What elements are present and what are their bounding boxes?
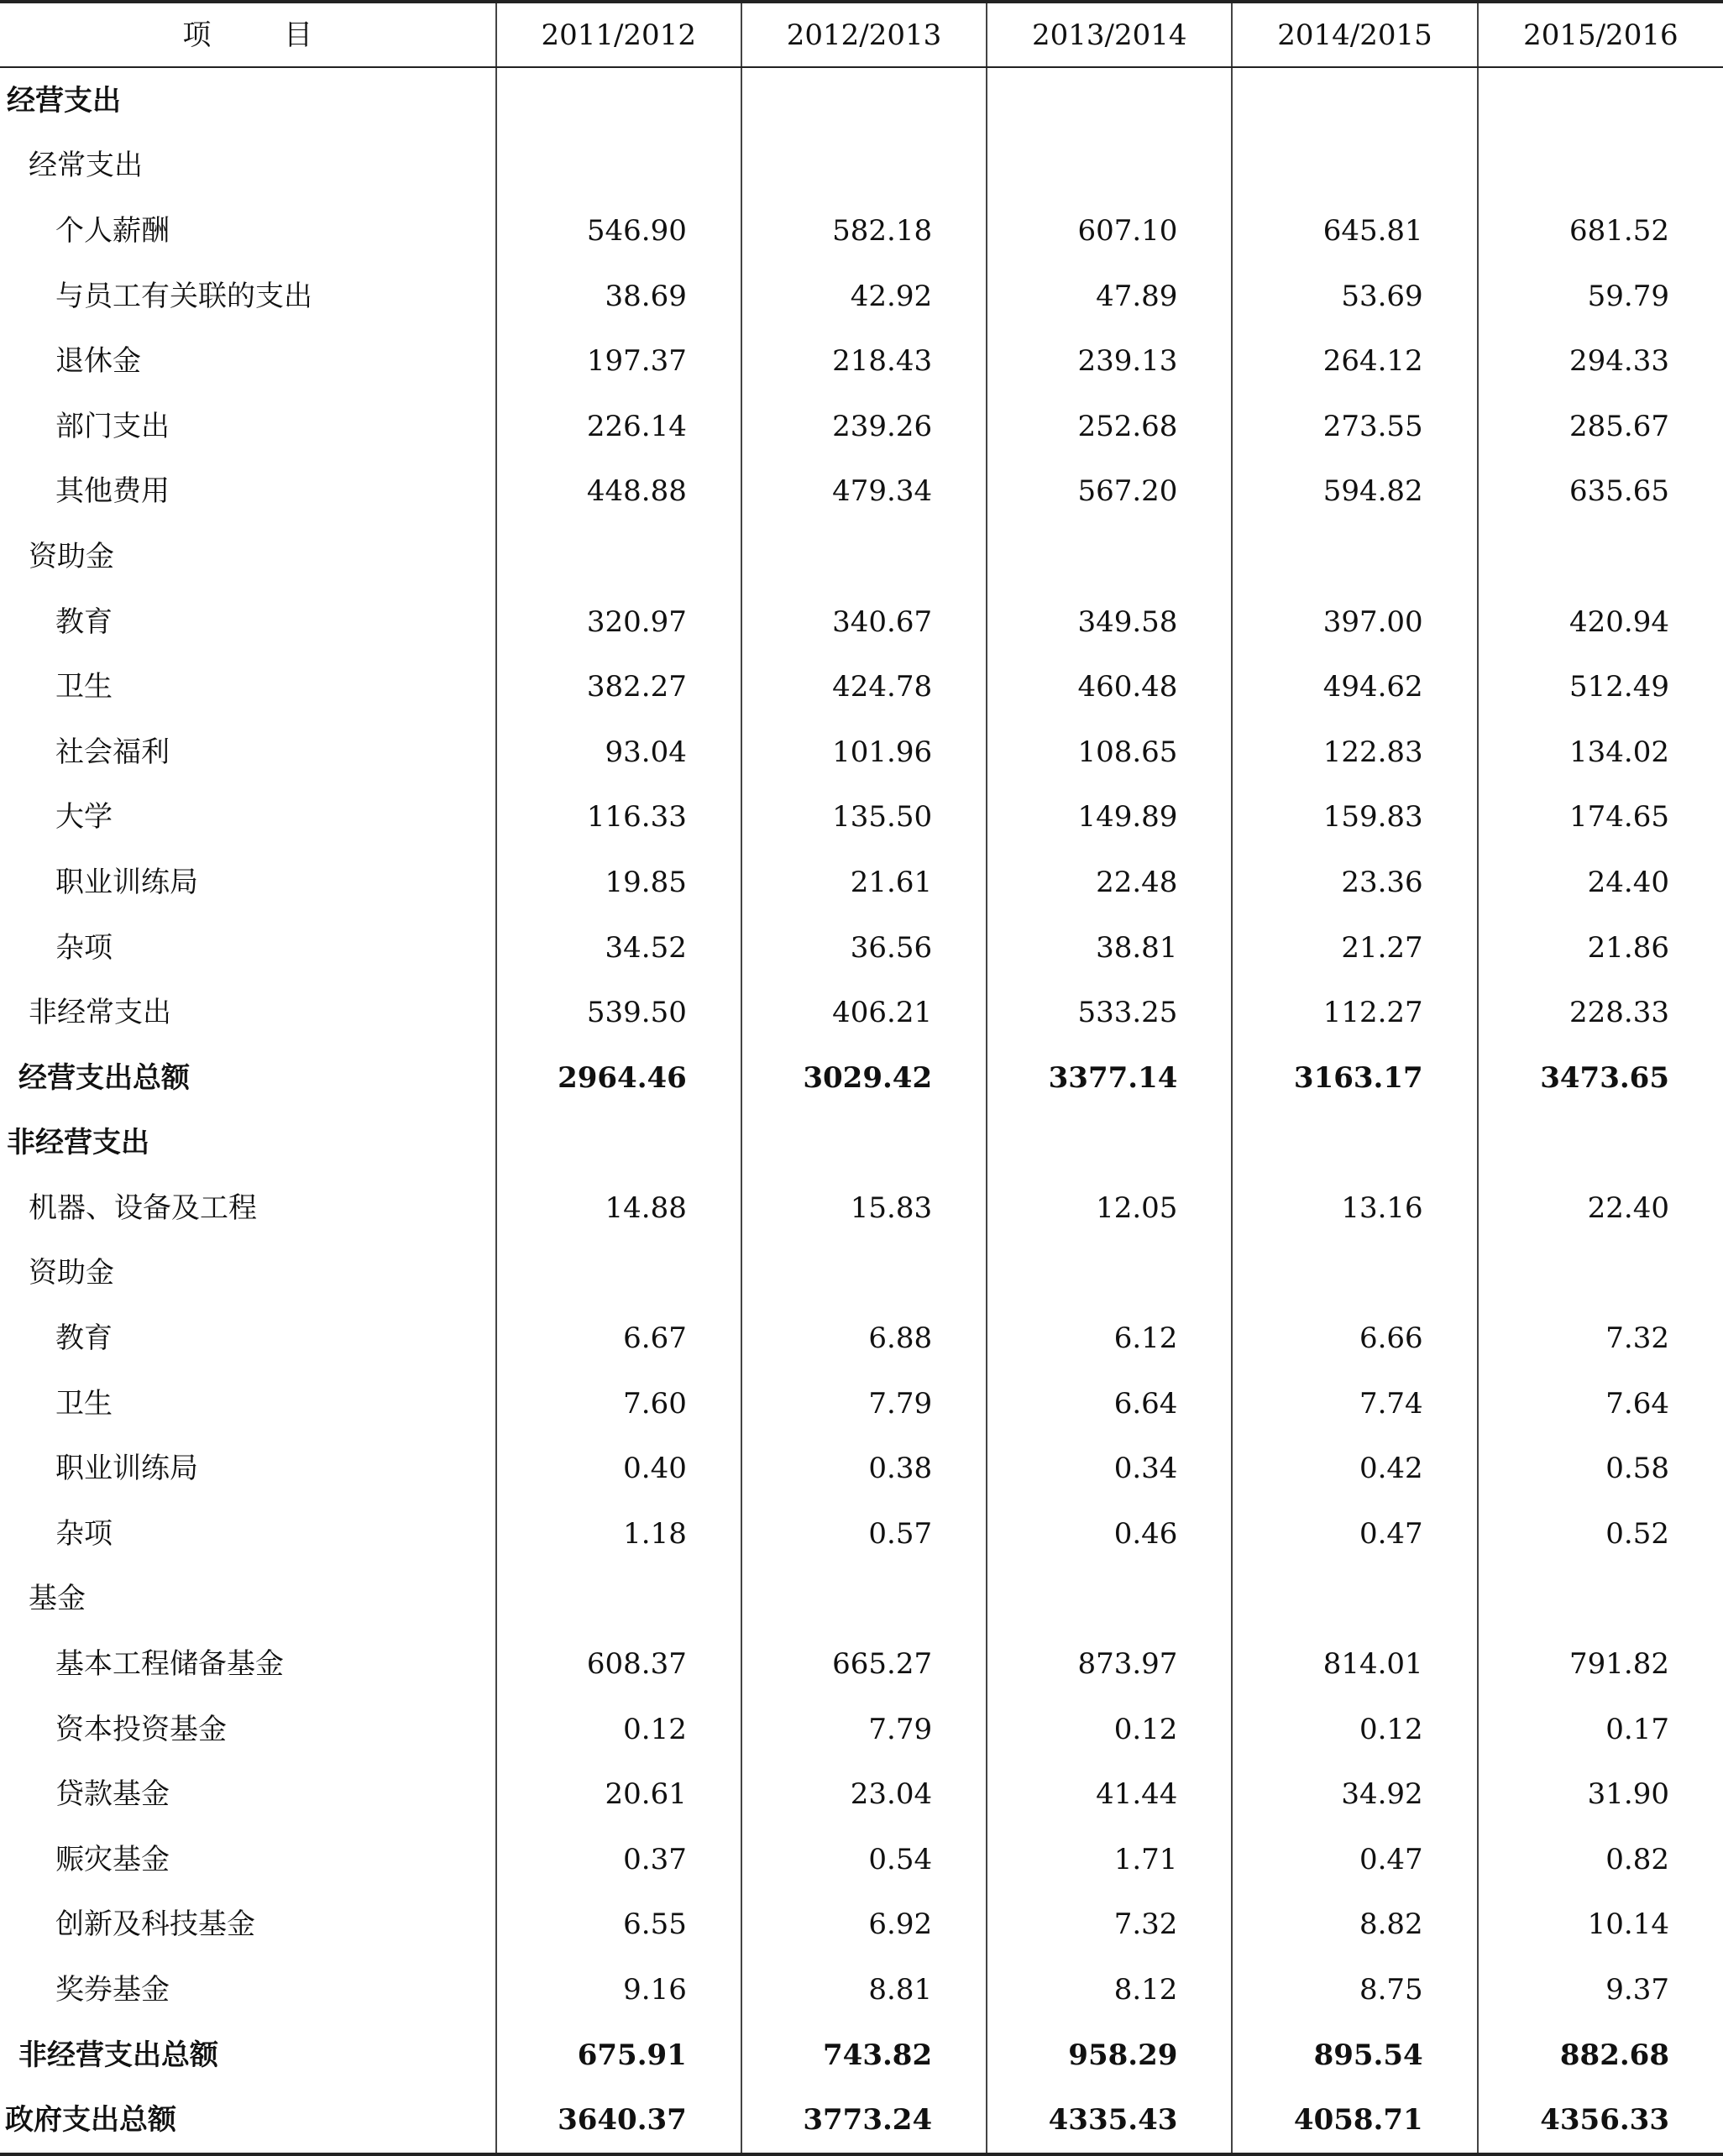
row-value: 6.66 [1232,1306,1477,1371]
row-value: 47.89 [987,264,1232,329]
row-label: 部门支出 [55,409,170,443]
row-value: 8.75 [1232,1957,1477,2023]
row-value: 1.71 [987,1827,1232,1892]
table-row [0,328,1723,394]
row-value: 635.65 [1478,459,1723,525]
row-value: 397.00 [1232,589,1477,655]
table-row [0,785,1723,850]
row-value [496,1111,741,1176]
row-value: 239.13 [987,328,1232,394]
row-value: 3473.65 [1478,1045,1723,1111]
table-row [0,264,1723,329]
row-value: 21.61 [741,850,987,915]
row-value: 149.89 [987,785,1232,850]
row-value: 41.44 [987,1761,1232,1827]
row-value: 22.48 [987,850,1232,915]
row-value [987,1241,1232,1306]
row-label: 资助金 [29,539,114,573]
table-row [0,1697,1723,1762]
row-value: 0.47 [1232,1827,1477,1892]
row-label: 奖券基金 [55,1973,170,2007]
table-row [0,980,1723,1045]
row-label: 卫生 [55,670,113,704]
table-row [0,459,1723,525]
row-value: 882.68 [1478,2023,1723,2088]
row-value: 814.01 [1232,1631,1477,1697]
row-label: 教育 [55,604,113,639]
row-value: 6.88 [741,1306,987,1371]
row-value: 15.83 [741,1175,987,1241]
row-value: 8.81 [741,1957,987,2023]
row-value [987,133,1232,199]
row-value: 228.33 [1478,980,1723,1045]
row-value: 0.42 [1232,1436,1477,1501]
header-item: 项 目 [0,2,496,67]
row-value: 3163.17 [1232,1045,1477,1111]
row-value: 4356.33 [1478,2087,1723,2154]
table-row [0,1111,1723,1176]
row-value: 681.52 [1478,198,1723,264]
row-value: 533.25 [987,980,1232,1045]
row-value: 239.26 [741,394,987,459]
row-value [496,133,741,199]
row-label: 教育 [55,1321,113,1356]
row-value: 159.83 [1232,785,1477,850]
row-value: 7.79 [741,1697,987,1762]
row-value: 13.16 [1232,1175,1477,1241]
row-value [987,1111,1232,1176]
row-value [1232,524,1477,589]
row-value: 122.83 [1232,720,1477,785]
row-value: 38.69 [496,264,741,329]
row-value: 23.36 [1232,850,1477,915]
row-value: 3377.14 [987,1045,1232,1111]
row-value: 0.46 [987,1501,1232,1567]
row-label: 退休金 [55,344,141,379]
row-value: 174.65 [1478,785,1723,850]
row-label: 非经营支出总额 [18,2038,218,2072]
header-year: 2015/2016 [1478,2,1723,67]
row-value [1232,1567,1477,1632]
row-value: 791.82 [1478,1631,1723,1697]
row-value: 135.50 [741,785,987,850]
table-row [0,850,1723,915]
row-label: 杂项 [55,1516,113,1551]
row-label: 资助金 [29,1256,114,1290]
row-value: 6.12 [987,1306,1232,1371]
row-value: 23.04 [741,1761,987,1827]
row-label: 大学 [55,800,113,835]
table-row [0,589,1723,655]
header-year: 2012/2013 [741,2,987,67]
row-value: 958.29 [987,2023,1232,2088]
row-value [987,524,1232,589]
table-row [0,133,1723,199]
table-row [0,654,1723,720]
row-value: 9.37 [1478,1957,1723,2023]
row-value: 112.27 [1232,980,1477,1045]
row-value [987,1567,1232,1632]
row-value: 567.20 [987,459,1232,525]
row-label: 机器、设备及工程 [29,1191,257,1225]
table-row [0,1371,1723,1436]
table-row [0,2087,1723,2154]
row-value: 273.55 [1232,394,1477,459]
row-value: 197.37 [496,328,741,394]
table-row [0,1175,1723,1241]
row-label: 基金 [29,1582,86,1616]
row-value: 0.12 [1232,1697,1477,1762]
header-year: 2014/2015 [1232,2,1477,67]
row-label: 非经常支出 [29,996,171,1030]
row-label: 杂项 [55,930,113,965]
table-row [0,1045,1723,1111]
row-value: 252.68 [987,394,1232,459]
row-value: 134.02 [1478,720,1723,785]
row-value: 6.92 [741,1892,987,1958]
table-row [0,2023,1723,2088]
row-value: 3029.42 [741,1045,987,1111]
row-value: 0.37 [496,1827,741,1892]
row-value [1478,1111,1723,1176]
row-value: 608.37 [496,1631,741,1697]
row-value: 116.33 [496,785,741,850]
row-value [496,1567,741,1632]
row-value: 53.69 [1232,264,1477,329]
header-year: 2013/2014 [987,2,1232,67]
row-value: 4335.43 [987,2087,1232,2154]
row-value: 101.96 [741,720,987,785]
table-row [0,1436,1723,1501]
row-value: 14.88 [496,1175,741,1241]
row-value: 3773.24 [741,2087,987,2154]
table-row [0,394,1723,459]
row-value: 20.61 [496,1761,741,1827]
row-value: 21.27 [1232,915,1477,981]
row-label: 经常支出 [29,149,143,183]
row-value [987,67,1232,133]
row-value: 12.05 [987,1175,1232,1241]
row-label: 职业训练局 [55,865,198,899]
table-row [0,1306,1723,1371]
row-value: 382.27 [496,654,741,720]
row-value: 7.64 [1478,1371,1723,1436]
row-value: 6.55 [496,1892,741,1958]
row-value: 594.82 [1232,459,1477,525]
row-value: 546.90 [496,198,741,264]
row-value: 2964.46 [496,1045,741,1111]
row-value: 0.12 [987,1697,1232,1762]
row-value: 22.40 [1478,1175,1723,1241]
row-label: 非经营支出 [7,1126,149,1160]
row-label: 职业训练局 [55,1452,198,1486]
table-row [0,1761,1723,1827]
row-value [1478,524,1723,589]
row-label: 与员工有关联的支出 [55,279,312,313]
row-value: 10.14 [1478,1892,1723,1958]
row-value: 0.82 [1478,1827,1723,1892]
table-row [0,1501,1723,1567]
row-value: 9.16 [496,1957,741,2023]
row-value: 34.92 [1232,1761,1477,1827]
row-label: 个人薪酬 [55,213,170,248]
row-value: 0.38 [741,1436,987,1501]
row-value: 494.62 [1232,654,1477,720]
row-value [1232,1111,1477,1176]
row-label: 政府支出总额 [5,2103,176,2138]
row-value [741,1241,987,1306]
row-value [1232,133,1477,199]
row-value: 3640.37 [496,2087,741,2154]
row-value: 7.32 [987,1892,1232,1958]
table-row [0,720,1723,785]
row-value: 675.91 [496,2023,741,2088]
row-value: 582.18 [741,198,987,264]
row-value: 285.67 [1478,394,1723,459]
row-label: 经营支出 [7,83,121,118]
row-value: 406.21 [741,980,987,1045]
row-value: 8.82 [1232,1892,1477,1958]
row-value [741,133,987,199]
row-value [1478,1241,1723,1306]
row-value [741,524,987,589]
row-value [1232,67,1477,133]
row-value: 31.90 [1478,1761,1723,1827]
row-value: 7.79 [741,1371,987,1436]
row-value [1232,1241,1477,1306]
table-row [0,1892,1723,1958]
row-value: 6.67 [496,1306,741,1371]
table-row [0,1957,1723,2023]
row-value: 873.97 [987,1631,1232,1697]
row-value: 0.12 [496,1697,741,1762]
row-label: 经营支出总额 [18,1060,190,1095]
row-value [741,67,987,133]
table-body [0,67,1723,2154]
row-value: 1.18 [496,1501,741,1567]
row-value: 0.54 [741,1827,987,1892]
table-row [0,198,1723,264]
table-row [0,524,1723,589]
row-value: 349.58 [987,589,1232,655]
row-value: 19.85 [496,850,741,915]
row-value: 420.94 [1478,589,1723,655]
row-value: 607.10 [987,198,1232,264]
row-value: 340.67 [741,589,987,655]
row-value: 34.52 [496,915,741,981]
row-value [496,524,741,589]
row-value: 0.47 [1232,1501,1477,1567]
table-row [0,1241,1723,1306]
row-value [496,67,741,133]
header-year: 2011/2012 [496,2,741,67]
row-value: 93.04 [496,720,741,785]
row-value: 0.17 [1478,1697,1723,1762]
row-value [496,1241,741,1306]
row-value [741,1111,987,1176]
row-label: 创新及科技基金 [55,1907,255,1942]
table-row [0,915,1723,981]
row-value: 645.81 [1232,198,1477,264]
row-value: 320.97 [496,589,741,655]
row-value: 448.88 [496,459,741,525]
table-row [0,1827,1723,1892]
row-value: 0.52 [1478,1501,1723,1567]
row-value: 539.50 [496,980,741,1045]
row-value: 7.60 [496,1371,741,1436]
row-value [741,1567,987,1632]
row-value: 21.86 [1478,915,1723,981]
row-value: 479.34 [741,459,987,525]
row-value: 460.48 [987,654,1232,720]
row-label: 贷款基金 [55,1777,170,1812]
row-value: 226.14 [496,394,741,459]
row-value: 7.32 [1478,1306,1723,1371]
row-value: 7.74 [1232,1371,1477,1436]
row-value: 6.64 [987,1371,1232,1436]
row-label: 社会福利 [55,735,170,769]
row-value: 895.54 [1232,2023,1477,2088]
row-value: 8.12 [987,1957,1232,2023]
row-value: 0.57 [741,1501,987,1567]
row-label: 其他费用 [55,474,170,509]
row-value: 108.65 [987,720,1232,785]
row-value [1478,67,1723,133]
row-value: 512.49 [1478,654,1723,720]
row-value: 38.81 [987,915,1232,981]
row-label: 赈灾基金 [55,1842,170,1876]
row-value: 0.58 [1478,1436,1723,1501]
row-value: 36.56 [741,915,987,981]
row-value: 24.40 [1478,850,1723,915]
row-value: 4058.71 [1232,2087,1477,2154]
row-value: 665.27 [741,1631,987,1697]
row-value: 42.92 [741,264,987,329]
table-row [0,67,1723,133]
table-row [0,1567,1723,1632]
row-label: 基本工程储备基金 [55,1647,284,1682]
row-value: 218.43 [741,328,987,394]
row-value: 424.78 [741,654,987,720]
row-value: 294.33 [1478,328,1723,394]
row-label: 资本投资基金 [55,1712,227,1746]
row-value [1478,133,1723,199]
table-row [0,1631,1723,1697]
table-header-row [0,2,1723,67]
row-value: 264.12 [1232,328,1477,394]
row-value: 59.79 [1478,264,1723,329]
row-label: 卫生 [55,1386,113,1421]
row-value: 0.40 [496,1436,741,1501]
row-value [1478,1567,1723,1632]
row-value: 0.34 [987,1436,1232,1501]
row-value: 743.82 [741,2023,987,2088]
